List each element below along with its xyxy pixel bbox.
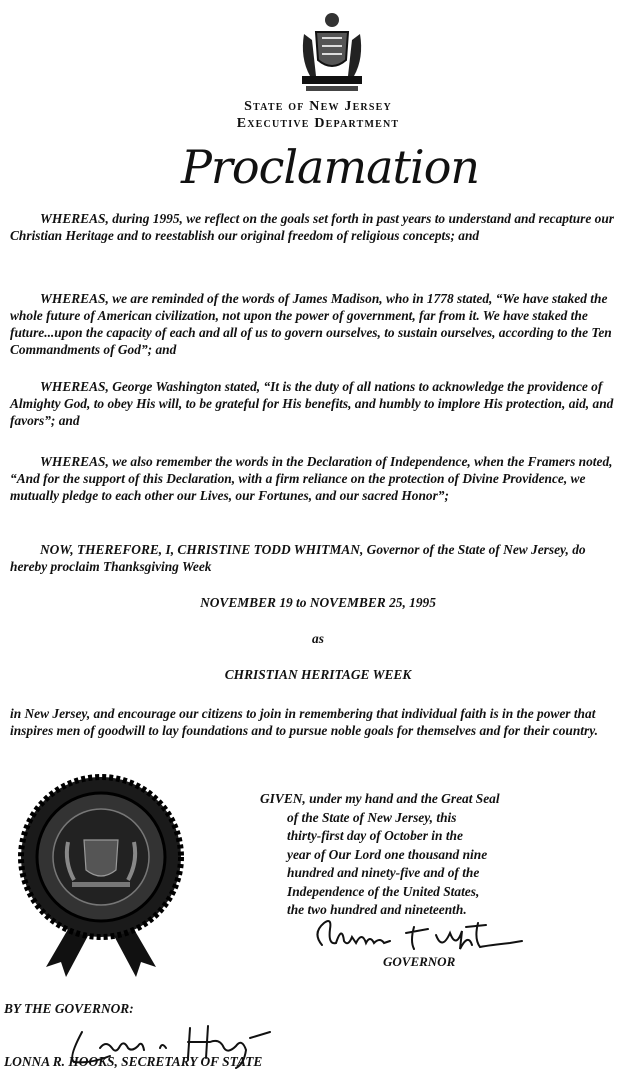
by-the-governor-label: BY THE GOVERNOR: xyxy=(4,1001,134,1016)
as-word: as xyxy=(312,631,324,646)
closing-paragraph: in New Jersey, and encourage our citizens to join in remembering that individual faith is in the power that inspires men of goodwill to lay foundations and to pursue noble goals for themselves and for their country. xyxy=(10,706,599,738)
now-therefore-paragraph: NOW, THEREFORE, I, CHRISTINE TODD WHITMAN, Governor of the State of New Jersey, do hereby proclaim Thanksgiving Week xyxy=(10,542,586,574)
state-heading: State of New Jersey xyxy=(244,99,392,114)
whereas-paragraph-2: WHEREAS, we are reminded of the words of James Madison, who in 1778 stated, “We have staked the whole future of American civilization, not upon the power of government, far from it. We have staked the future...upon the capacity of each and all of us to govern ourselves, to sustain ourselves, according to the Ten Commandments of God”; and xyxy=(10,291,612,357)
department-heading: Executive Department xyxy=(236,116,400,131)
given-block: GIVEN, under my hand and the Great Seal of the State of New Jersey, this thirty-first day of October in the year of Our Lord one thousand nine hundred and ninety-five and of the Independence of the United States, the two hundred and nineteenth. xyxy=(260,791,500,917)
whereas-paragraph-3: WHEREAS, George Washington stated, “It is the duty of all nations to acknowledge the providence of Almighty God, to obey His will, to be grateful for His benefits, and humbly to implore His protection, aid, and favors”; and xyxy=(10,379,614,428)
governor-label: GOVERNOR xyxy=(383,954,456,969)
proclamation-title: Proclamation xyxy=(180,140,480,194)
week-name: CHRISTIAN HERITAGE WEEK xyxy=(224,667,412,682)
whereas-paragraph-1: WHEREAS, during 1995, we reflect on the goals set forth in past years to understand and recapture our Christian Heritage and to reestablish our original freedom of religious concepts; and xyxy=(10,211,615,243)
state-crest-icon xyxy=(296,10,368,94)
whereas-paragraph-4: WHEREAS, we also remember the words in the Declaration of Independence, when the Framers noted, “And for the support of this Declaration, with a firm reliance on the protection of Divine Providence, we mutually pledge to each other our Lives, our Fortunes, and our sacred Honor”; xyxy=(10,454,613,503)
great-seal-icon xyxy=(6,772,196,982)
secretary-of-state-label: LONNA R. HOOKS, SECRETARY OF STATE xyxy=(4,1054,263,1069)
proclamation-dates: NOVEMBER 19 to NOVEMBER 25, 1995 xyxy=(200,595,436,610)
